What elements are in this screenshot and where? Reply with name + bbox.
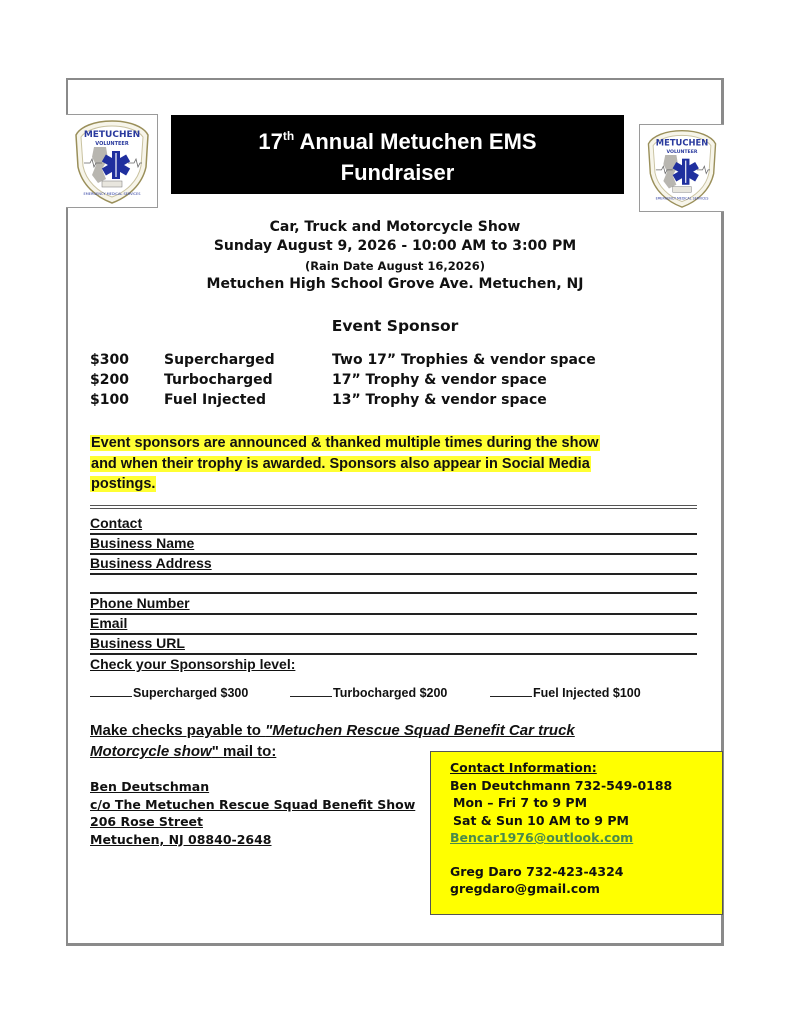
mailing-address (90, 778, 415, 848)
event-rain-date: (Rain Date August 16,2026) (304, 259, 486, 273)
badge-arc-text: METUCHEN (83, 130, 140, 140)
title-text: Annual Metuchen EMS (294, 129, 537, 154)
sponsor-benefits-note (90, 433, 700, 495)
field-label: Business Address (90, 555, 212, 571)
event-location: Metuchen High School Grove Ave. Metuchen, NJ (206, 276, 584, 292)
contact-person-1: Ben Deutchmann 732-549-0188 (450, 777, 673, 793)
logo-left (66, 114, 158, 208)
metuchen-ems-badge-icon (72, 117, 152, 205)
tier-name: Fuel Injected (164, 392, 266, 408)
note-line: postings. (91, 476, 156, 492)
level-option-turbocharged[interactable] (290, 684, 447, 700)
spacer (450, 847, 722, 863)
sponsor-heading: Event Sponsor (331, 317, 459, 335)
title-line-1 (258, 121, 536, 157)
badge-sub-text: VOLUNTEER (94, 141, 129, 147)
business-url-field[interactable] (90, 635, 697, 655)
level-label: Fuel Injected $100 (533, 686, 641, 700)
field-label: Business URL (90, 635, 185, 651)
sponsorship-level-heading: Check your Sponsorship level: (90, 656, 296, 672)
section-divider (90, 505, 697, 509)
field-label: Phone Number (90, 595, 190, 611)
contact-email-link-1[interactable]: Bencar1976@outlook.com (450, 830, 634, 845)
contact-email-2: gregdaro@gmail.com (450, 881, 600, 896)
event-subtitle: Car, Truck and Motorcycle Show (269, 219, 521, 235)
payment-prefix: Make checks payable to (90, 722, 266, 739)
phone-number-field[interactable] (90, 595, 697, 615)
payment-suffix: " mail to: (211, 743, 277, 760)
tier-price: $100 (90, 392, 129, 408)
payee-line-1: "Metuchen Rescue Squad Benefit Car truck (265, 722, 575, 739)
field-label: Email (90, 615, 128, 631)
logo-right (639, 124, 724, 212)
payee-line-2: Motorcycle show (90, 743, 212, 760)
tier-price: $200 (90, 372, 129, 388)
metuchen-ems-badge-icon (644, 127, 720, 209)
tier-price: $300 (90, 352, 129, 368)
field-label: Business Name (90, 535, 195, 551)
level-label: Turbocharged $200 (333, 686, 448, 700)
level-option-supercharged[interactable] (90, 684, 248, 700)
note-line: Event sponsors are announced & thanked multiple times during the show (91, 435, 599, 451)
level-label: Supercharged $300 (133, 686, 249, 700)
sponsor-tier-row (90, 372, 690, 392)
contact-field[interactable] (90, 515, 697, 535)
address-line: c/o The Metuchen Rescue Squad Benefit Show (90, 796, 416, 812)
tier-name: Supercharged (164, 352, 275, 368)
level-option-fuel-injected[interactable] (490, 684, 641, 700)
checkbox-blank[interactable] (490, 684, 532, 697)
title-line-2: Fundraiser (340, 160, 455, 185)
svg-text:EMERGENCY MEDICAL SERVICES: EMERGENCY MEDICAL SERVICES (83, 192, 140, 196)
contact-hours-weekend: Sat & Sun 10 AM to 9 PM (453, 812, 629, 828)
tier-name: Turbocharged (164, 372, 273, 388)
business-address-field[interactable] (90, 555, 697, 575)
contact-heading: Contact Information: (450, 760, 597, 775)
tier-reward: Two 17” Trophies & vendor space (332, 352, 596, 368)
sponsor-tier-row (90, 392, 690, 412)
contact-information-box (430, 751, 723, 915)
field-label: Contact (90, 515, 143, 531)
checkbox-blank[interactable] (90, 684, 132, 697)
sponsor-tier-row (90, 352, 690, 372)
badge-arc-text: METUCHEN (655, 137, 709, 148)
event-date-time: Sunday August 9, 2026 - 10:00 AM to 3:00 PM (213, 238, 577, 254)
badge-sub-text: VOLUNTEER (666, 150, 698, 156)
svg-text:EMERGENCY MEDICAL SERVICES: EMERGENCY MEDICAL SERVICES (655, 196, 709, 201)
checkbox-blank[interactable] (290, 684, 332, 697)
business-name-field[interactable] (90, 535, 697, 555)
contact-person-2: Greg Daro 732-423-4324 (450, 863, 624, 879)
email-field[interactable] (90, 615, 697, 635)
address-line: Ben Deutschman (90, 779, 210, 794)
title-ordinal: th (282, 129, 295, 143)
title-banner (171, 115, 624, 194)
tier-reward: 17” Trophy & vendor space (332, 372, 547, 388)
address-line: Metuchen, NJ 08840-2648 (90, 831, 272, 847)
business-address-line-2[interactable] (90, 592, 697, 594)
address-line: 206 Rose Street (90, 814, 204, 829)
title-number: 17 (258, 129, 283, 154)
tier-reward: 13” Trophy & vendor space (332, 392, 547, 408)
contact-hours-weekday: Mon – Fri 7 to 9 PM (453, 795, 588, 810)
note-line: and when their trophy is awarded. Sponsors also appear in Social Media (91, 455, 590, 472)
